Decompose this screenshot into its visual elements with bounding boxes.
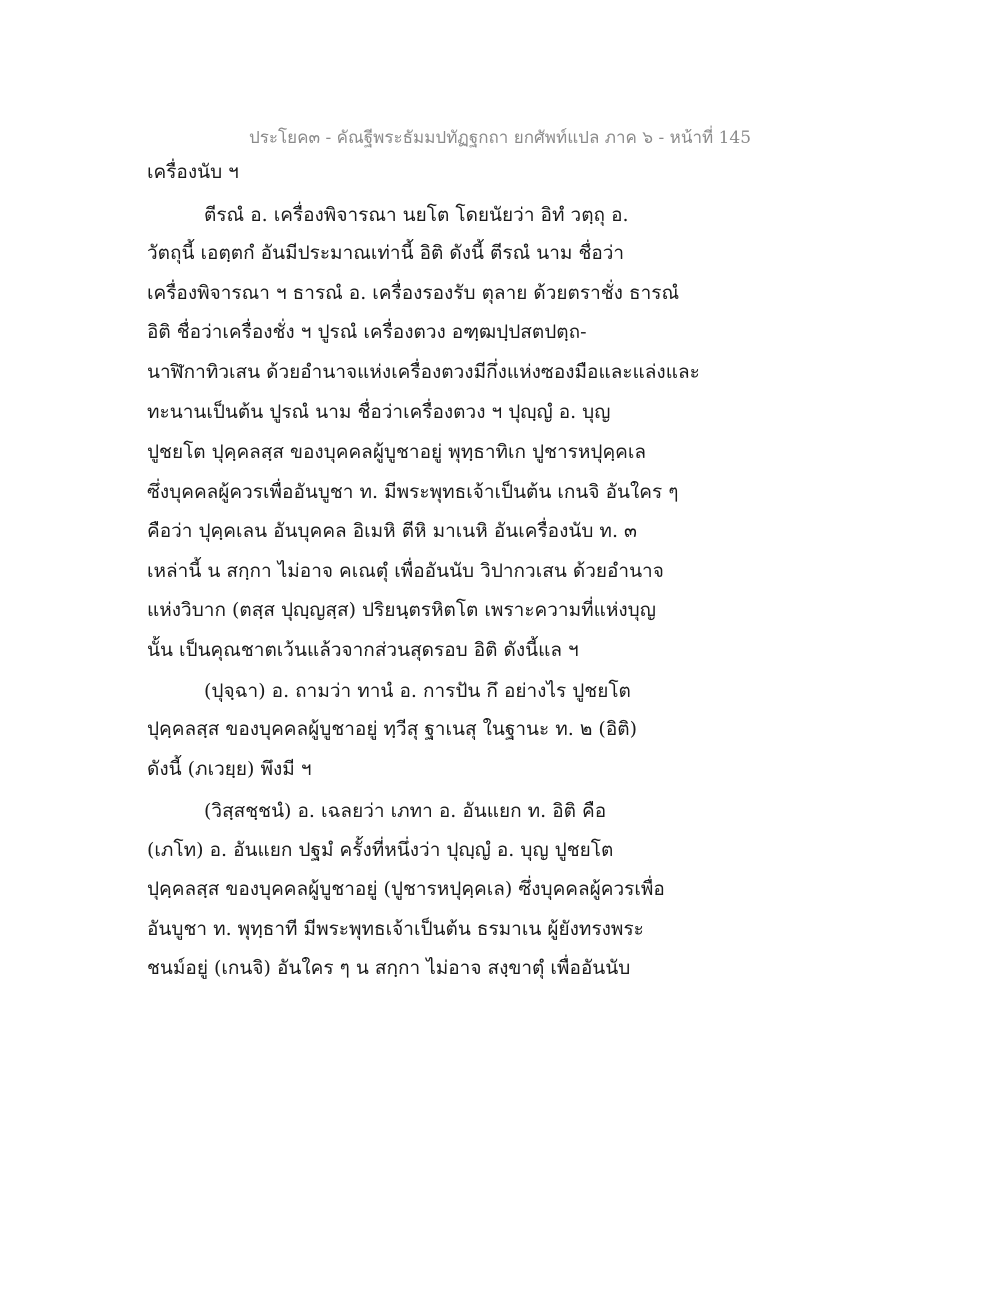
text-line: ปูชยโต ปุคฺคลสฺส ของบุคคลผู้บูชาอยู่ พุทฺธาทิเก ปูชารหปุคฺคเล (147, 441, 647, 463)
text-line: (ปุจฺฉา) อ. ถามว่า ทานํ อ. การปัน กึ อย่างไร ปูชยโต (204, 680, 631, 702)
text-line: ปุคฺคลสฺส ของบุคคลผู้บูชาอยู่ (ปูชารหปุคฺคเล) ซึ่งบุคคลผู้ควรเพื่อ (147, 878, 665, 900)
text-line: ชนม์อยู่ (เกนจิ) อันใคร ๆ น สกฺกา ไม่อาจ สงฺขาตุํ เพื่ออันนับ (147, 957, 631, 979)
text-line: เครื่องพิจารณา ฯ ธารณํ อ. เครื่องรองรับ ตุลาย ด้วยตราชั่ง ธารณํ (147, 282, 680, 304)
text-line: อิติ ชื่อว่าเครื่องชั่ง ฯ ปูรณํ เครื่องตวง อฑฺฒปฺปสตปตฺถ- (147, 321, 587, 343)
text-line: เครื่องนับ ฯ (147, 161, 239, 183)
text-line: เหล่านี้ น สกฺกา ไม่อาจ คเณตุํ เพื่ออันนับ วิปากวเสน ด้วยอำนาจ (147, 560, 664, 582)
text-line: นั้น เป็นคุณชาตเว้นแล้วจากส่วนสุดรอบ อิติ ดังนี้แล ฯ (147, 639, 579, 661)
text-line: ตีรณํ อ. เครื่องพิจารณา นยโต โดยนัยว่า อิทํ วตฺถุ อ. (204, 204, 629, 226)
running-header: ประโยค๓ - คัณฐีพระธัมมปทัฏฐกถา ยกศัพท์แปล ภาค ๖ - หน้าที่ 145 (248, 128, 752, 148)
text-line: (วิสฺสชฺชนํ) อ. เฉลยว่า เภทา อ. อันแยก ท. อิติ คือ (204, 800, 607, 822)
text-line: คือว่า ปุคฺคเลน อันบุคคล อิเมหิ ตีหิ มาเนหิ อันเครื่องนับ ท. ๓ (147, 520, 638, 542)
text-line: ทะนานเป็นต้น ปูรณํ นาม ชื่อว่าเครื่องตวง ฯ ปุญฺญํ อ. บุญ (147, 401, 611, 423)
text-line: ดังนี้ (ภเวยฺย) พึงมี ฯ (147, 758, 312, 780)
text-line: นาฬิกาทิวเสน ด้วยอำนาจแห่งเครื่องตวงมีกึ่งแห่งซองมือและแล่งและ (147, 361, 700, 383)
text-line: (เภโท) อ. อันแยก ปฐมํ ครั้งที่หนึ่งว่า ปุญฺญํ อ. บุญ ปูชยโต (147, 839, 614, 861)
text-line: แห่งวิบาก (ตสฺส ปุญฺญสฺส) ปริยนฺตรหิตโต เพราะความที่แห่งบุญ (147, 599, 656, 621)
text-line: วัตถุนี้ เอตฺตกํ อันมีประมาณเท่านี้ อิติ ดังนี้ ตีรณํ นาม ชื่อว่า (147, 242, 625, 264)
text-line: ซึ่งบุคคลผู้ควรเพื่ออันบูชา ท. มีพระพุทธเจ้าเป็นต้น เกนจิ อันใคร ๆ (147, 481, 679, 503)
text-line: ปุคฺคลสฺส ของบุคคลผู้บูชาอยู่ ทฺวีสุ ฐาเนสุ ในฐานะ ท. ๒ (อิติ) (147, 718, 637, 740)
text-line: อันบูชา ท. พุทฺธาที มีพระพุทธเจ้าเป็นต้น ธรมาเน ผู้ยังทรงพระ (147, 918, 644, 940)
